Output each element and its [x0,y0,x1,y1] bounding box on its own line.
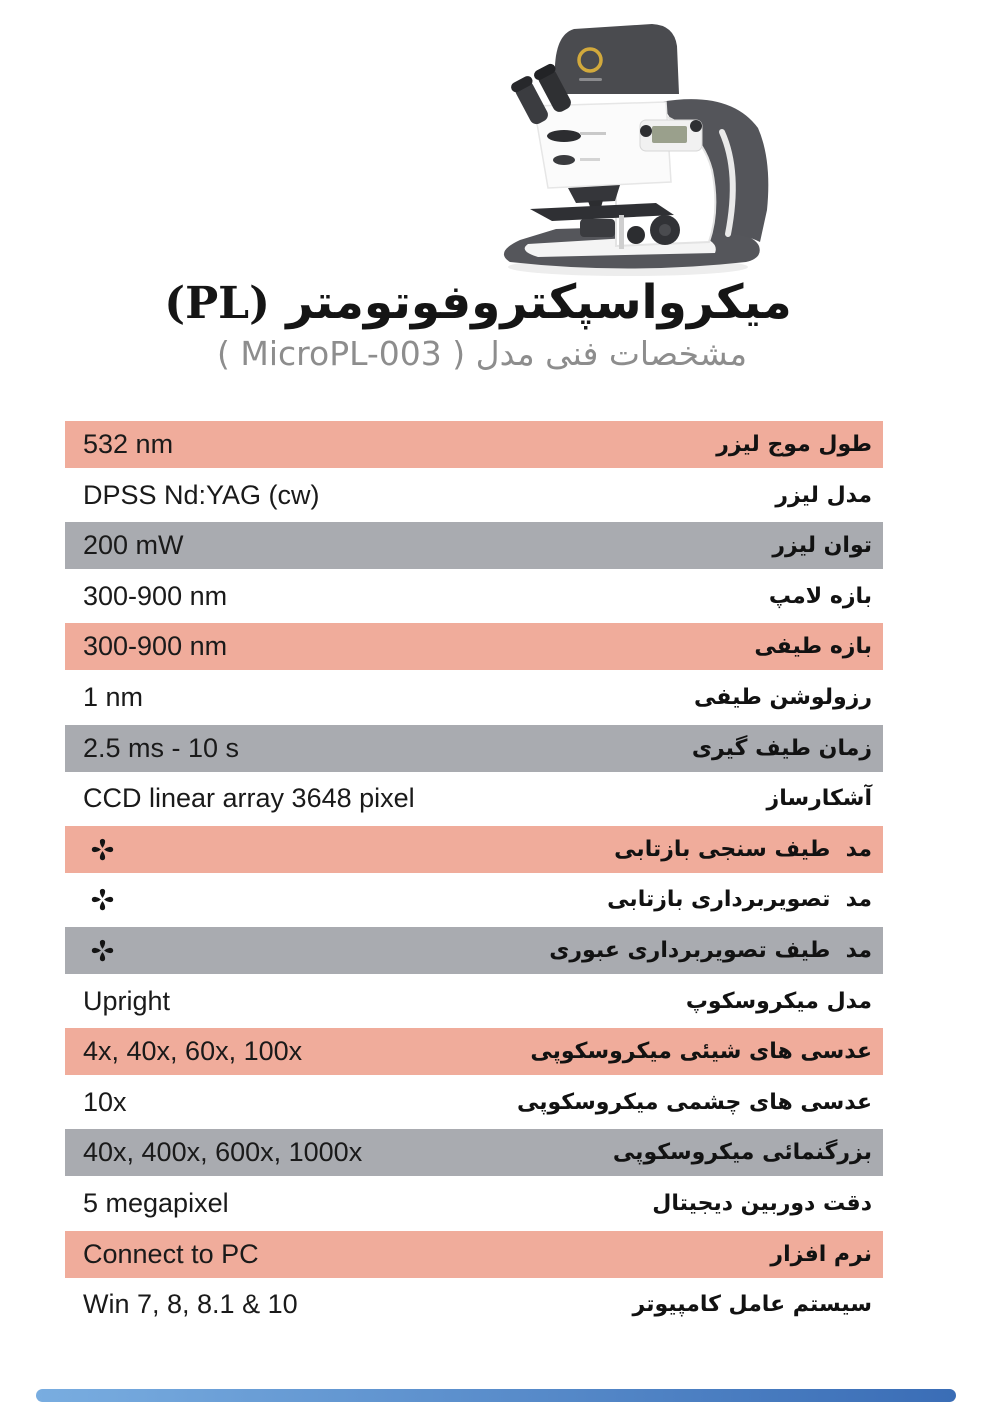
spec-value [65,986,170,1017]
spec-value-text: Connect to PC [83,1238,259,1269]
spec-value-text: 300-900 nm [83,631,228,662]
spec-value [65,733,239,764]
spec-row [65,1129,883,1176]
spec-row [65,775,883,822]
spec-value [65,480,320,511]
spec-value-text: Win 7, 8, 8.1 & 10 [83,1289,298,1320]
four-petal-asterisk-icon [89,836,116,863]
spec-row [65,978,883,1025]
spec-label: بازه طیفی [754,634,872,660]
spec-value [65,530,184,561]
spec-label: مد طیف تصویربرداری عبوری [549,937,872,963]
spec-value-text: 300-900 nm [83,580,228,611]
spec-row [65,826,883,873]
four-petal-asterisk-icon [89,937,116,964]
spec-label: بزرگنمائی میکروسکوپی [612,1140,872,1166]
spec-value [65,1087,127,1118]
spec-label: سیستم عامل کامپیوتر [632,1292,872,1318]
spec-label: رزولوشن طیفی [694,684,872,710]
page-title [0,276,974,330]
upright-microscope-image [468,8,798,283]
spec-label: مد تصویربرداری بازتابی [607,887,872,913]
spec-row [65,674,883,721]
page-title-latin: (PL) [164,278,270,329]
spec-value-text: 532 nm [83,429,174,459]
spec-value-text: 200 mW [83,530,184,561]
spec-value [65,1188,229,1219]
spec-label: مد طیف سنجی بازتابی [614,836,872,862]
spec-label: مدل میکروسکوپ [685,988,872,1014]
spec-label: طول موج لیزر [716,432,872,457]
spec-row [65,876,883,923]
spec-row [65,1028,883,1075]
microscope-illustration [468,8,798,283]
spec-value [65,886,116,913]
spec-label: عدسی های چشمی میکروسکوپی [516,1089,872,1115]
page-subtitle: مشخصات فنی مدل ( MicroPL-003 ) [217,334,747,374]
spec-value-text: 40x, 400x, 600x, 1000x [83,1137,363,1168]
spec-value [65,1239,259,1270]
footer-accent-bar [36,1389,956,1402]
spec-value [65,429,173,460]
spec-value [65,783,415,814]
spec-table [65,421,883,1332]
spec-value [65,1137,362,1168]
spec-value-text: 10x [83,1086,127,1117]
spec-row [65,421,883,468]
spec-label: عدسی های شیئی میکروسکوپی [530,1039,872,1065]
spec-label: بازه لامپ [768,583,872,609]
spec-value-text: DPSS Nd:YAG (cw) [83,479,320,510]
spec-row [65,522,883,569]
spec-label: زمان طیف گیری [691,735,872,761]
spec-value [65,581,227,612]
spec-value [65,937,116,964]
spec-label: نرم افزار [770,1241,872,1267]
spec-row [65,1079,883,1126]
spec-label: مدل لیزر [775,482,872,508]
spec-row [65,1231,883,1278]
page-title-persian: میکرواسپکتروفوتومتر [286,275,792,330]
spec-row [65,573,883,620]
spec-row [65,1281,883,1328]
spec-label: دقت دوربین دیجیتال [652,1190,872,1216]
spec-row [65,623,883,670]
spec-value-text: 5 megapixel [83,1187,229,1218]
spec-value [65,631,227,662]
spec-value [65,1036,302,1067]
spec-value [65,836,116,863]
spec-value [65,682,143,713]
spec-row [65,472,883,519]
title-block [0,276,992,373]
spec-value-text: 1 nm [83,681,144,712]
spec-value-text: Upright [83,985,171,1016]
spec-label: آشکارساز [766,786,872,812]
spec-value [65,1289,298,1320]
spec-row [65,927,883,974]
spec-label: توان لیزر [772,533,872,559]
spec-row [65,725,883,772]
spec-row [65,1180,883,1227]
spec-value-text: 4x, 40x, 60x, 100x [83,1036,303,1067]
four-petal-asterisk-icon [89,886,116,913]
spec-value-text: 2.5 ms - 10 s [83,732,240,763]
spec-value-text: CCD linear array 3648 pixel [83,783,415,814]
